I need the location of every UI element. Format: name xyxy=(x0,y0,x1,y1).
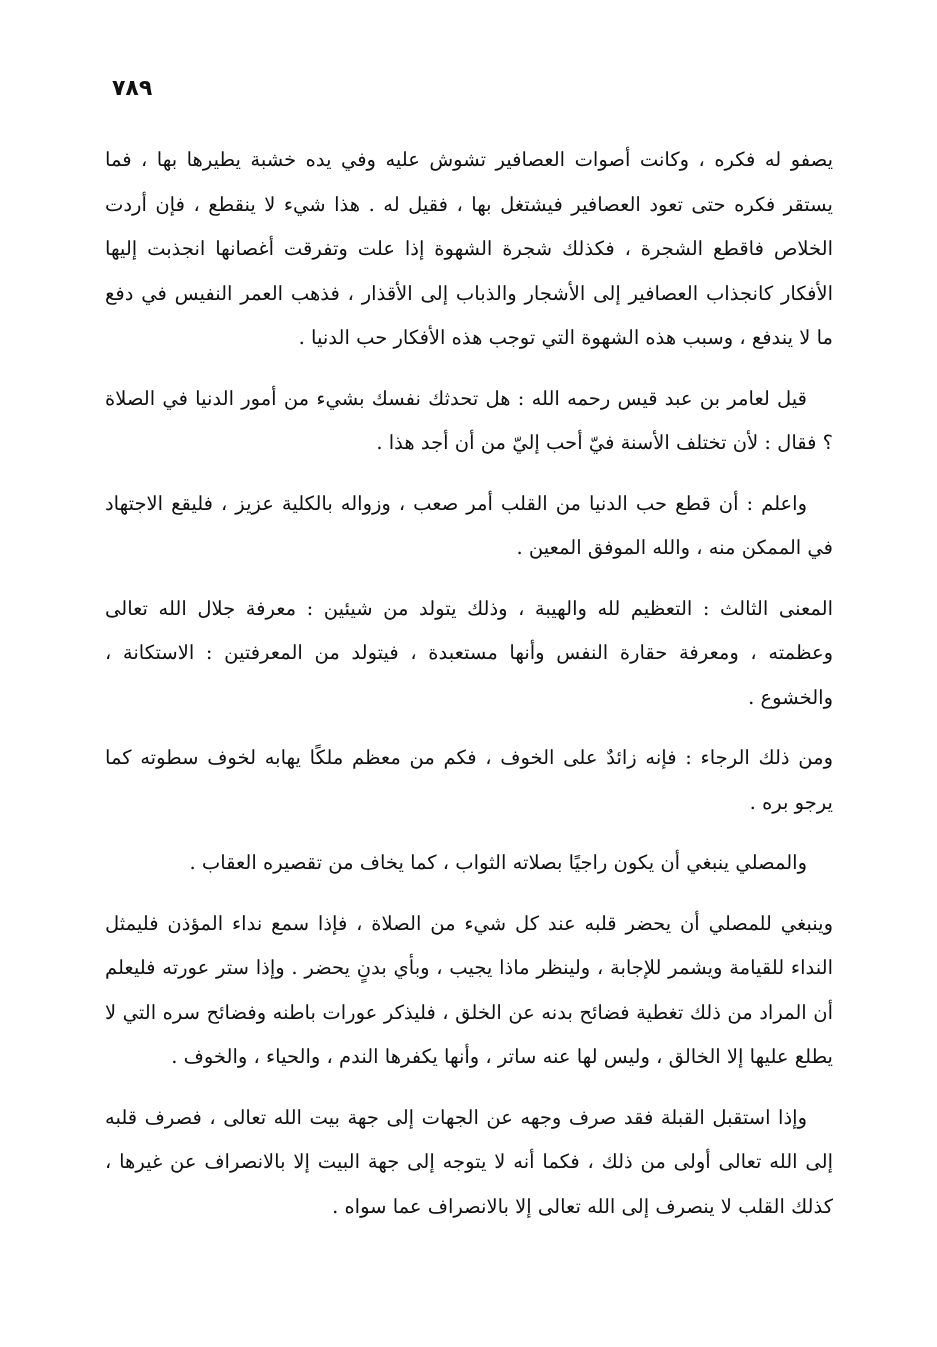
page-body xyxy=(105,138,833,1245)
paragraph-8: وإذا استقبل القبلة فقد صرف وجهه عن الجهات إلى جهة بيت الله تعالى ، فصرف قلبه إلى الله تعالى أولى من ذلك ، فكما أنه لا يتوجه إلى جهة البيت إلا بالانصراف عن غيرها ، كذلك القلب لا ينصرف إلى الله تعالى إلا بالانصراف عما سواه . xyxy=(105,1105,833,1218)
paragraph-3: واعلم : أن قطع حب الدنيا من القلب أمر صعب ، وزواله بالكلية عزيز ، فليقع الاجتهاد في الممكن منه ، والله الموفق المعين . xyxy=(105,491,833,559)
paragraph-1: يصفو له فكره ، وكانت أصوات العصافير تشوش عليه وفي يده خشبة يطيرها بها ، فما يستقر فكره حتى تعود العصافير فيشتغل بها ، فقيل له . هذا شيء لا ينقطع ، فإن أردت الخلاص فاقطع الشجرة ، فكذلك شجرة الشهوة إذا علت وتفرقت أغصانها انجذبت إليها الأفكار كانجذاب العصافير إلى الأشجار والذباب إلى الأقذار ، فذهب العمر النفيس في دفع ما لا يندفع ، وسبب هذه الشهوة التي توجب هذه الأفكار حب الدنيا . xyxy=(105,148,833,349)
paragraph-6: والمصلي ينبغي أن يكون راجيًا بصلاته الثواب ، كما يخاف من تقصيره العقاب . xyxy=(189,851,807,874)
paragraph-4: المعنى الثالث : التعظيم لله والهيبة ، وذلك يتولد من شيئين : معرفة جلال الله تعالى وعظمته ، ومعرفة حقارة النفس وأنها مستعبدة ، فيتولد من المعرفتين : الاستكانة ، والخشوع . xyxy=(105,596,833,709)
paragraph-7: وينبغي للمصلي أن يحضر قلبه عند كل شيء من الصلاة ، فإذا سمع نداء المؤذن فليمثل النداء للقيامة ويشمر للإجابة ، ولينظر ماذا يجيب ، وبأي بدنٍ يحضر . وإذا ستر عورته فليعلم أن المراد من ذلك تغطية فضائح بدنه عن الخلق ، فليذكر عورات باطنه وفضائح سره التي لا يطلع عليها إلا الخالق ، وليس لها عنه ساتر ، وأنها يكفرها الندم ، والحياء ، والخوف . xyxy=(105,911,833,1068)
paragraph-2: قيل لعامر بن عبد قيس رحمه الله : هل تحدثك نفسك بشيء من أمور الدنيا في الصلاة ؟ فقال : لأن تختلف الأسنة فيّ أحب إليّ من أن أجد هذا . xyxy=(105,386,833,454)
paragraph-5: ومن ذلك الرجاء : فإنه زائدٌ على الخوف ، فكم من معظم ملكًا يهابه لخوف سطوته كما يرجو بره . xyxy=(105,746,833,814)
page-number: ٧٨٩ xyxy=(112,76,153,101)
